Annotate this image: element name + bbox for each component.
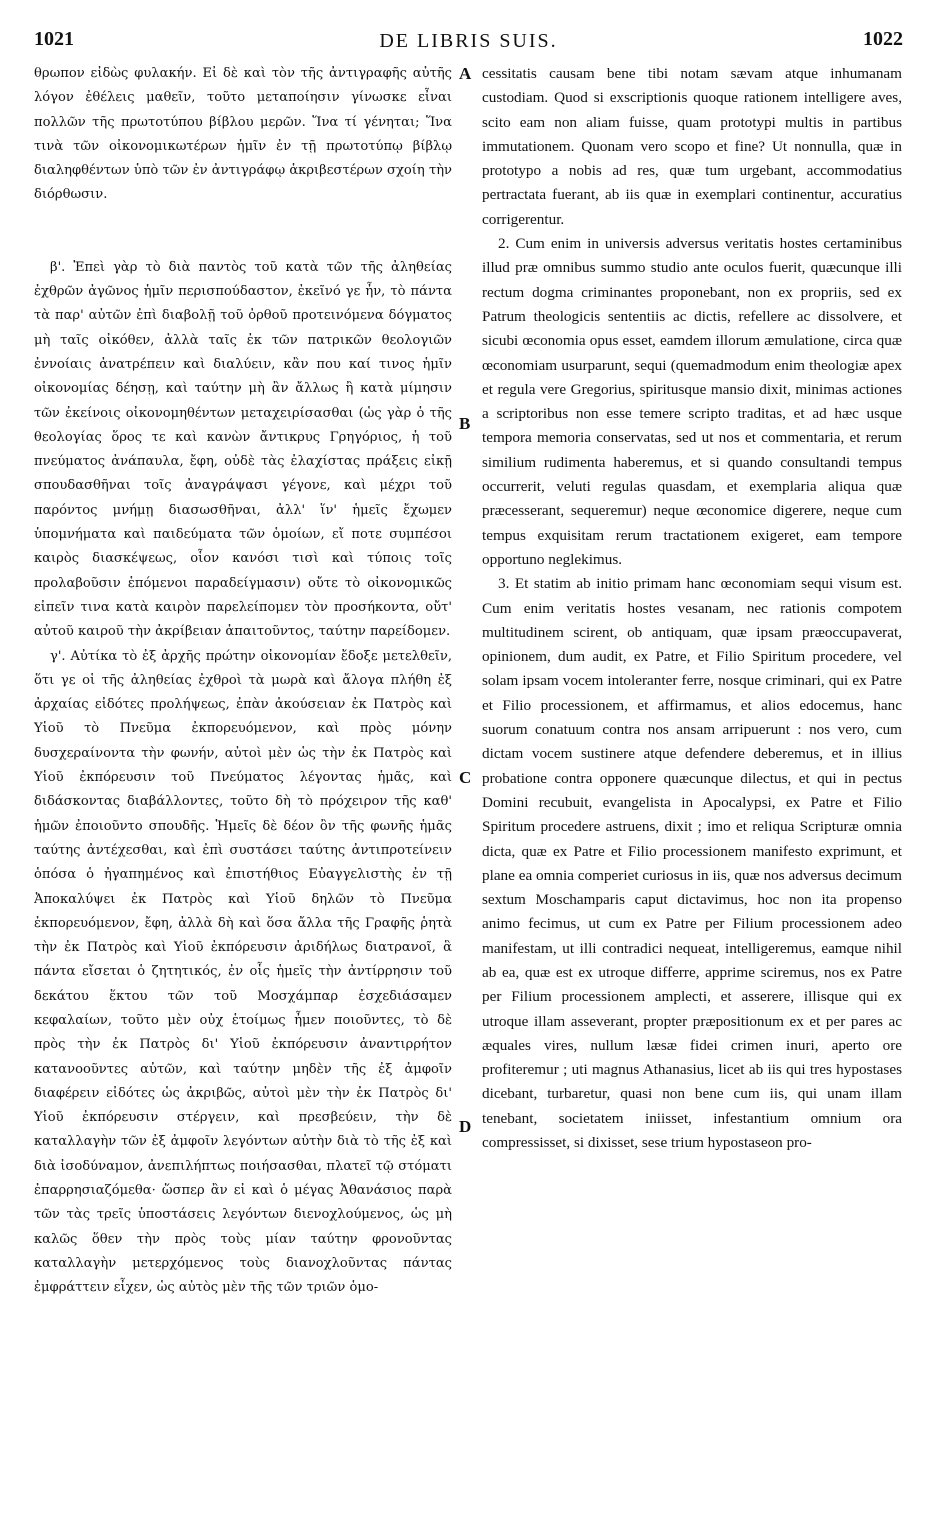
running-title: DE LIBRIS SUIS. bbox=[379, 30, 558, 52]
latin-paragraph-3: 3. Et statim ab initio primam hanc œconomiam sequi visum est. Cum enim veritatis hostes vesanam, nec rationis compotem multitudinem scirent, ob antiquam, quæ ipsam præoccupaverat, opinionem, dum audit, ex Patre, et Filio Spiritum procedere, vel solam ipsam vocem intoleranter ferre, nosque criminari, qui ex Patre et Filio processionem, et affirmamus, et alios edocemus, hanc suorum conatuum contra nos ansam arripuerunt : nos vero, cum dictam vocem sustinere atque defendere deberemus, et in illius probatione contra opponere quæcunque dilectus, et qui in pectus Domini recubuit, evangelista in Apocalypsi, ex Patre et Filio Spiritum procedere astruens, dixit ; imo et reliqua Scripturæ omnia dicta, quæ ex Patre et Filio processionem manifesto exprimunt, et plane ea omnia comperiet curiosus in iis, quæ nos adversus decimum sextum Moschamparis caput dictavimus, hoc non ita propenso animo fecimus, ut cum ex Patre per Filium processionem adeo manifestam, ut illi contradici nequeat, intelligeremus, eamque nihil ab ea, quæ est ex utroque differre, apprime sciremus, nos ex Patre per Filium processionem amplecti, et asserere, illisque qui ex utroque illam asseverant, propter præpositionum ex et per pares ac æquales vires, nullum læsæ fidei crimen inuri, aperto ore profiteremur ; uti magnus Athanasius, licet ab iis qui tres hypostases dicebant, turbaretur, quasi non bene cum iis, qui unam illam tenebant, societatem iniisset, infestantium omnium ora compressisset, si dixisset, sese trium hypostaseon pro- bbox=[482, 575, 902, 1152]
latin-column bbox=[482, 62, 902, 1155]
margin-marker-b: B bbox=[459, 414, 471, 433]
margin-marker-c: C bbox=[459, 768, 472, 787]
latin-paragraph-2: 2. Cum enim in universis adversus veritatis hostes certaminibus illud præ omnibus summo studio ante oculos fuerit, quæcunque illi rectum dogma criminantes proponebant, non ex propriis, sed ex Patrum theologicis sententiis ac dictis, refellere ac dissolvere, et sicubi œconomia opus esset, eamdem illorum æmulatione, circa quæ œconomiam usurparunt, sequi (quemadmodum enim theologiæ apex et regula vere Gregorius, spiritusque mansio dixit, minimas actiones a scriptoribus non esse temere scripto traditas, et ad hæc usque tempora memoria conservatas, sed ut nos et commentaria, et rerum similium rudimenta haberemus, et si quando consultandi tempus occurrerit, veluti regulas quasdam, et exemplaria aliqua quæ præcesserant, sequeremur) neque œconomice digerere, neque cum tempus exquisitam rerum tractationem exigeret, eam tempore opportuno neglekimus. bbox=[482, 235, 902, 568]
latin-paragraph-1: cessitatis causam bene tibi notam sævam atque inhumanam custodiam. Quod si exscriptionis quoque rationem intelligere aves, scito eam non aliam fuisse, quam prototypi multis in partibus immutationem. Quonam vero scopo et fine? Ut nonnulla, quæ in prototypo a nobis ad res, quæ tum urgebant, accommodatius pertractata fuerant, ab iis quæ in exemplari continentur, accuratius corrigerentur. bbox=[482, 65, 902, 228]
left-column-number: 1021 bbox=[34, 28, 74, 50]
right-column-number: 1022 bbox=[863, 28, 903, 50]
margin-marker-a: A bbox=[459, 64, 472, 83]
greek-paragraph-2: β'. Ἐπεὶ γὰρ τὸ διὰ παντὸς τοῦ κατὰ τῶν τῆς ἀληθείας ἐχθρῶν ἀγῶνος ἡμῖν περισπούδαστον, ἐκεῖνό γε ἦν, τὸ πάντα τὰ παρ' αὐτῶν ἐπὶ διαβολῇ τοῦ ὀρθοῦ προτεινόμενα δόγματος μὴ ταῖς οἰκόθεν, ἀλλὰ ταῖς ἐκ τῶν πατρικῶν θεολογιῶν ἐννοίαις ἀνατρέπειν καὶ διαλύειν, κἂν που καί τινος ἡμῖν οἰκονομίας δέησῃ, καὶ ταύτην μὴ ἂν ἄλλως ἢ κατὰ μίμησιν τῶν ἐκείνοις οἰκονομηθέντων μεταχειρίσασθαι (ὡς γὰρ ὁ τῆς θεολογίας ὅρος τε καὶ κανὼν ἄντικρυς Γρηγόριος, ἡ τοῦ πνεύματος ἀνάπαυλα, ἔφη, οὐδὲ τὰς ἐλαχίστας πράξεις εἰκῇ σπουδασθῆναι τοῖς ἀναγράψασι γέγονε, καὶ μέχρι τοῦ παρόντος μνήμῃ διασωσθῆναι, ἀλλ' ἵν' ἡμεῖς ἔχωμεν ὑπομνήματα καὶ παιδεύματα τῶν ὁμοίων, εἴ ποτε συμπέσοι καιρὸς διασκέψεως, οἷον κανόσι τισὶ καὶ τύποις τοῖς προλαβοῦσιν ἑπόμενοι παραδείγμασιν) οὔτε τὸ οἰκονομικῶς εἰπεῖν τινα κατὰ καιρὸν παρελείπομεν τὸν προσήκοντα, οὔτ' αὐτοῦ καιροῦ τὴν ἀκρίβειαν ἀπαιτοῦντος, ταύτην παρείδομεν. bbox=[34, 259, 452, 640]
greek-column bbox=[34, 62, 452, 1301]
greek-paragraph-1: θρωπον εἰδὼς φυλακήν. Εἰ δὲ καὶ τὸν τῆς ἀντιγραφῆς αὐτῆς λόγον ἐθέλεις μαθεῖν, τοῦτο μεταποίησιν γίνωσκε εἶναι πολλῶν τῆς πρωτοτύπου βίβλου μερῶν. Ἵνα τί γένηται; Ἵνα τινὰ τῶν οἰκονομικωτέρων ἡμῖν ἐν τῇ πρωτοτύπῳ βίβλῳ διαληφθέντων ὑπὸ τῶν ἐν ἀντιγράφῳ ἀκριβεστέρων σχοίη τὴν διόρθωσιν. bbox=[34, 66, 452, 203]
margin-marker-d: D bbox=[459, 1117, 472, 1136]
page-header bbox=[34, 28, 903, 58]
greek-paragraph-3: γ'. Αὐτίκα τὸ ἐξ ἀρχῆς πρώτην οἰκονομίαν ἔδοξε μετελθεῖν, ὅτι γε οἱ τῆς ἀληθείας ἐχθροὶ τὰ μωρὰ καὶ ἄλογα πλήθη ἐξ ἀρχαίας εἰδότες προλήψεως, ἐπὰν ἀκούσειαν ἐκ Πατρὸς καὶ Υἱοῦ τὸ Πνεῦμα ἐκπορευόμενον, καὶ πρὸς μόνην δυσχεραίνοντα τὴν φωνήν, αὐτοὶ μὲν ὡς τὴν ἐκ Πατρὸς καὶ Υἱοῦ ἐκπόρευσιν τοῦ Πνεύματος λέγοντας ἡμᾶς, καὶ διδάσκοντας διαβάλλοντες, τοῦτο δὴ τὸ πρόχειρον τῆς καθ' ἡμῶν ἐποιοῦντο σπουδῆς. Ἡμεῖς δὲ δέον ὂν τῆς φωνῆς ἡμᾶς ταύτης ἀντέχεσθαι, καὶ ἐπὶ συστάσει ταύτης ἀντιπροτείνειν ὁπόσα ὁ ἠγαπημένος καὶ ἐπιστήθιος Εὐαγγελιστὴς ἐν τῇ Ἀποκαλύψει ἐκ Πατρὸς καὶ Υἱοῦ δηλῶν τὸ Πνεῦμα ἐκπορευόμενον, ἔφη, ἀλλὰ δὴ καὶ ὅσα ἄλλα τῆς Γραφῆς ῥητὰ τὴν ἐκ Πατρὸς καὶ Υἱοῦ ἐκπόρευσιν ἀριδήλως διατρανοῖ, ἃ πάντα εἴσεται ὁ ζητητικός, ἐν οἷς ἡμεῖς τὴν ἀντίρρησιν τοῦ δεκάτου ἕκτου τῶν τοῦ Μοσχάμπαρ ἐσχεδιάσαμεν κεφαλαίων, τοῦτο μὲν οὐχ ἑτοίμως ἦμεν ποιοῦντες, τὸ δὲ πρὸς τὴν ἐκ Πατρὸς δι' Υἱοῦ ἐκπόρευσιν ἀναντιρρήτον κατανοοῦντες αὐτῶν, καὶ ταύτην μηδὲν τῆς ἐξ ἀμφοῖν διαφέρειν εἰδότες ὡς ἀκριβῶς, αὐτοὶ μὲν τὴν ἐκ Πατρὸς δι' Υἱοῦ ἐκπόρευσιν στέργειν, καὶ πρεσβεύειν, τὴν δὲ καταλλαγὴν τῶν ἐξ ἀμφοῖν λεγόντων αὐτὴν διὰ τὸ τῆς ἐξ καὶ διὰ ἰσοδύναμον, ἀνεπιλήπτως ποιήσασθαι, πλατεῖ τῷ στόματι ἐπαρρησιαζόμεθα· ὥσπερ ἂν εἰ καὶ ὁ μέγας Ἀθανάσιος παρὰ τῶν τὰς τρεῖς ὑποστάσεις λεγόντων διενοχλούμενος, ὡς μὴ καλῶς ὅθεν τὴν πρὸς τοὺς μίαν ταύτην φρονοῦντας καταλλαγὴν μετερχόμενος τοὺς διανοχλοῦντας πάντας ἐμφράττειν εἶχεν, ὡς αὐτὸς μὲν τῆς τῶν τριῶν ὁμο- bbox=[34, 648, 452, 1296]
